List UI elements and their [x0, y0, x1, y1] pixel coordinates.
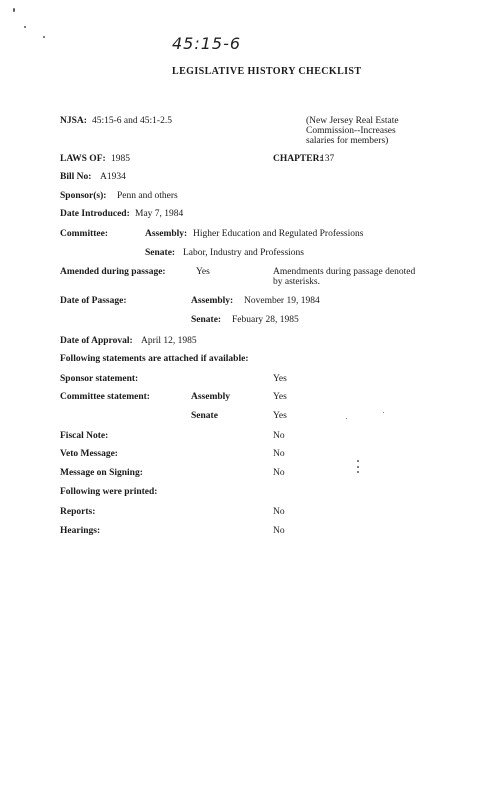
date-of-approval-label: Date of Approval: [60, 336, 133, 346]
passage-senate-value: Febuary 28, 1985 [232, 315, 299, 325]
passage-assembly-value: November 19, 1984 [244, 296, 320, 306]
bill-no-value: A1934 [100, 172, 126, 182]
sponsors-value: Penn and others [117, 191, 178, 201]
committee-statement-senate-value: Yes [273, 411, 287, 421]
handwritten-document-number: 45:15-6 [172, 34, 242, 53]
committee-assembly-label: Assembly: [145, 229, 188, 239]
bill-no-label: Bill No: [60, 172, 92, 182]
scan-speck [357, 471, 359, 473]
scan-speck [43, 36, 45, 38]
committee-senate-value: Labor, Industry and Professions [183, 248, 304, 258]
amended-label: Amended during passage: [60, 267, 166, 277]
following-printed-heading: Following were printed: [60, 487, 158, 497]
date-introduced-value: May 7, 1984 [135, 209, 184, 219]
date-of-approval-value: April 12, 1985 [141, 336, 197, 346]
committee-label: Committee: [60, 229, 109, 239]
amended-note-line-1: Amendments during passage denoted [273, 267, 416, 277]
committee-senate-label: Senate: [145, 248, 176, 258]
scan-speck [24, 26, 26, 28]
scan-speck [346, 418, 347, 419]
date-introduced-label: Date Introduced: [60, 209, 130, 219]
hearings-value: No [273, 526, 285, 536]
message-on-signing-value: No [273, 468, 285, 478]
fiscal-note-label: Fiscal Note: [60, 431, 109, 441]
description-line-2: Commission--Increases [306, 126, 396, 136]
committee-statement-senate-label: Senate [191, 411, 218, 421]
chapter-label: CHAPTER: [273, 154, 323, 164]
scan-speck [357, 466, 359, 468]
hearings-label: Hearings: [60, 526, 101, 536]
date-of-passage-label: Date of Passage: [60, 296, 127, 306]
reports-value: No [273, 507, 285, 517]
passage-assembly-label: Assembly: [191, 296, 234, 306]
sponsors-label: Sponsor(s): [60, 191, 107, 201]
description-line-1: (New Jersey Real Estate [306, 116, 399, 126]
fiscal-note-value: No [273, 431, 285, 441]
document-title: LEGISLATIVE HISTORY CHECKLIST [172, 66, 362, 77]
veto-message-value: No [273, 449, 285, 459]
reports-label: Reports: [60, 507, 96, 517]
sponsor-statement-label: Sponsor statement: [60, 374, 139, 384]
chapter-value: 137 [320, 154, 335, 164]
amended-value: Yes [196, 267, 210, 277]
scan-speck [383, 412, 384, 413]
following-attached-heading: Following statements are attached if available: [60, 354, 249, 364]
laws-of-value: 1985 [111, 154, 130, 164]
description-line-3: salaries for members) [306, 136, 389, 146]
njsa-label: NJSA: [60, 116, 87, 126]
passage-senate-label: Senate: [191, 315, 222, 325]
message-on-signing-label: Message on Signing: [60, 468, 143, 478]
scan-speck [13, 8, 15, 12]
amended-note-line-2: by asterisks. [273, 277, 320, 287]
laws-of-label: LAWS OF: [60, 154, 106, 164]
committee-assembly-value: Higher Education and Regulated Professions [193, 229, 364, 239]
committee-statement-label: Committee statement: [60, 392, 150, 402]
committee-statement-assembly-value: Yes [273, 392, 287, 402]
sponsor-statement-value: Yes [273, 374, 287, 384]
veto-message-label: Veto Message: [60, 449, 118, 459]
committee-statement-assembly-label: Assembly [191, 392, 231, 402]
scan-speck [357, 460, 359, 462]
njsa-value: 45:15-6 and 45:1-2.5 [92, 116, 172, 126]
